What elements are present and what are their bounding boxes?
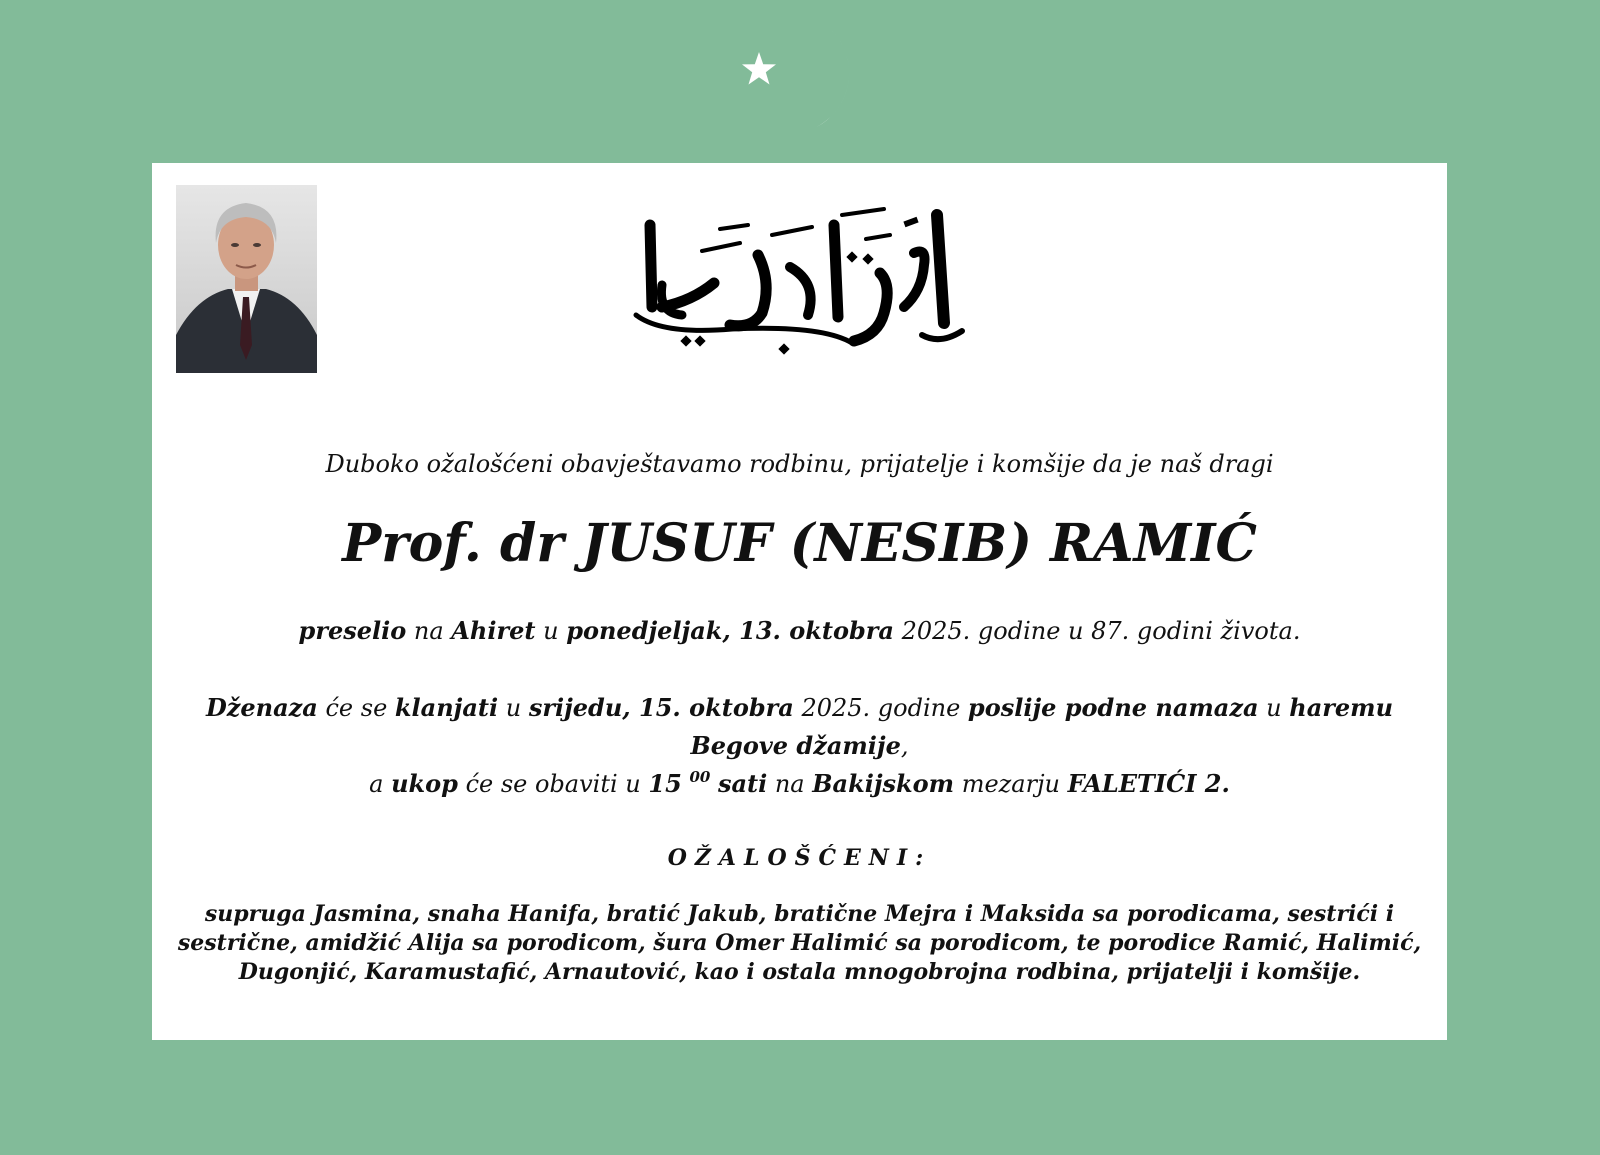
funeral-text-2: u <box>498 694 529 722</box>
mourners-list: supruga Jasmina, snaha Hanifa, bratić Jakub, bratične Mejra i Maksida sa porodicama, sestrići i sestrične, amidžić Alija sa porodicom, šura Omer Halimić sa porodicom, te porodice Ramić, Halimić, Dugonjić, Karamustafić, Arnautović, kao i ostala mnogobrojna rodbina, prijatelji i komšije. <box>177 901 1422 985</box>
death-text-u: u <box>535 617 567 645</box>
funeral-text-3: u <box>1258 694 1290 722</box>
funeral-word-dzenaza: Dženaza <box>205 693 318 722</box>
death-year-age: 2025. godine u 87. godini života. <box>893 617 1301 645</box>
funeral-prayer: poslije podne namaza <box>967 693 1259 722</box>
death-text-na: na <box>406 617 452 645</box>
death-word-preselio: preselio <box>298 616 407 645</box>
mourners-heading: OŽALOŠĆENI: <box>667 845 932 871</box>
funeral-location: haremu Begove džamije <box>690 693 1394 760</box>
obituary-card <box>152 163 1447 1040</box>
death-word-ahiret: Ahiret <box>451 616 536 645</box>
burial-text-na: na <box>767 770 813 798</box>
burial-place: FALETIĆI 2. <box>1067 769 1230 798</box>
death-date: ponedjeljak, 13. oktobra <box>566 616 894 645</box>
burial-word-sati: sati <box>717 769 768 798</box>
burial-word-ukop: ukop <box>391 769 458 798</box>
burial-text-1: će se obaviti u <box>457 770 649 798</box>
deceased-name: Prof. dr JUSUF (NESIB) RAMIĆ <box>342 513 1257 574</box>
burial-text-mezarju: mezarju <box>954 770 1068 798</box>
funeral-word-klanjati: klanjati <box>394 693 499 722</box>
funeral-year: 2025. godine <box>793 694 968 722</box>
portrait-photo <box>176 185 317 373</box>
intro-text: Duboko ožalošćeni obavještavamo rodbinu, prijatelje i komšije da je naš dragi <box>325 450 1274 478</box>
burial-hour: 15 <box>648 769 682 798</box>
funeral-date: srijedu, 15. oktobra <box>528 693 794 722</box>
burial-cemetery: Bakijskom <box>812 769 955 798</box>
death-notice-line <box>152 616 1447 646</box>
burial-text-a: a <box>369 770 392 798</box>
funeral-text-1: će se <box>317 694 395 722</box>
funeral-comma: , <box>900 732 909 760</box>
crescent-and-star-icon <box>735 22 865 148</box>
funeral-details <box>172 689 1427 803</box>
burial-minutes: 00 <box>689 768 711 786</box>
arabic-calligraphy-image <box>622 195 967 360</box>
